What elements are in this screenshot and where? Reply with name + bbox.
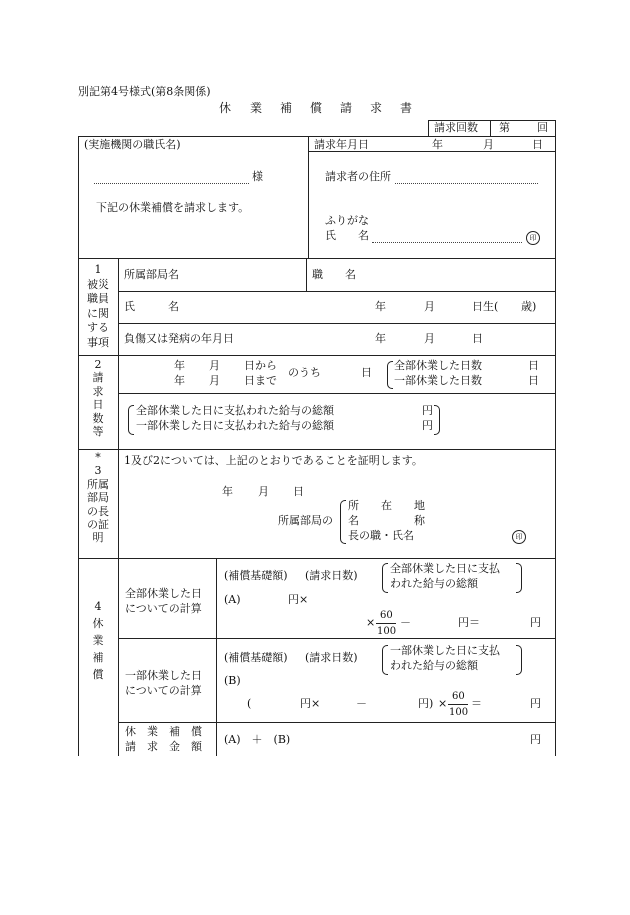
age-suffix: 歳) [521, 300, 537, 313]
full-days-label: 全部休業した日数 [394, 359, 482, 372]
injury-month: 月 [424, 332, 435, 345]
birth-year: 年 [375, 300, 386, 313]
section2-heading: 2 請 求 日 数 等 [92, 358, 104, 439]
injury-year: 年 [375, 332, 386, 345]
to-month: 月 [209, 374, 220, 387]
fraction-denominator: 100 [449, 707, 469, 718]
full-pay-brace-1: 全部休業した日に支払 [390, 562, 500, 575]
institution-name-field[interactable] [94, 183, 249, 184]
seal-mark: 印 [512, 530, 526, 544]
times: × [438, 697, 448, 710]
claim-date-month: 月 [483, 138, 494, 151]
title-char: 休 [219, 101, 232, 115]
seal-mark: 印 [526, 231, 540, 245]
yen-times: 円× [288, 593, 309, 606]
total-label: 休 業 補 償 [125, 725, 202, 738]
period-days: 日 [361, 366, 372, 379]
partial-pay-label: 一部休業した日に支払われた給与の総額 [136, 419, 334, 432]
partial-pay-brace-1: 一部休業した日に支払 [390, 644, 500, 657]
full-calc-label: 全部休業した日 [125, 587, 202, 600]
from-day: 日から [244, 359, 277, 372]
institution-label: (実施機関の職氏名) [84, 138, 181, 151]
yen-eq: 円＝ [458, 616, 480, 629]
section1-heading: 1 被災 職員 に関 する 事項 [87, 263, 109, 349]
among-text: のうち [288, 366, 321, 379]
org-name-label: 名 称 [348, 514, 425, 527]
title-char: 求 [370, 101, 383, 115]
brace [340, 500, 346, 544]
head-title-name-label: 長の職・氏名 [348, 529, 414, 542]
partial-pay-unit: 円 [422, 419, 433, 432]
cert-year: 年 [222, 485, 233, 498]
claim-date-day: 日 [532, 138, 543, 151]
base-amount-label: (補償基礎額) [224, 651, 288, 664]
base-amount-label: (補償基礎額) [224, 569, 288, 582]
title-char: 業 [250, 101, 263, 115]
birth-day: 日生( [472, 300, 499, 313]
certification-text: 1及び2については、上記のとおりであることを証明します。 [124, 454, 423, 467]
claimant-name-label: 氏 名 [325, 229, 369, 242]
days-claimed-label: (請求日数) [305, 569, 358, 582]
partial-pay-brace-2: われた給与の総額 [390, 659, 478, 672]
amount-a-mark: (A) [224, 593, 241, 606]
partial-days-label: 一部休業した日数 [394, 374, 482, 387]
full-pay-brace-2: われた給与の総額 [390, 577, 478, 590]
section3-heading: * 3 所属 部局 の長 の証 明 [87, 451, 109, 545]
location-label: 所 在 地 [348, 499, 425, 512]
to-day: 日まで [244, 374, 277, 387]
claimant-name-field[interactable] [372, 242, 522, 243]
brace [516, 563, 522, 593]
brace [387, 361, 393, 389]
to-year: 年 [174, 374, 185, 387]
claim-date-year: 年 [432, 138, 443, 151]
result-yen: 円 [530, 697, 541, 710]
full-pay-label: 全部休業した日に支払われた給与の総額 [136, 404, 334, 417]
total-yen: 円 [530, 733, 541, 746]
brace [128, 405, 134, 435]
from-month: 月 [209, 359, 220, 372]
title-char: 補 [280, 101, 293, 115]
claim-count-label: 請求回数 [434, 121, 478, 134]
form-id: 別記第4号様式(第8条関係) [78, 85, 211, 98]
full-pay-unit: 円 [422, 404, 433, 417]
cert-month: 月 [258, 485, 269, 498]
yen-times: 円× [300, 697, 321, 710]
claim-date-label: 請求年月日 [314, 138, 369, 151]
address-label: 請求者の住所 [325, 170, 391, 183]
cert-day: 日 [293, 485, 304, 498]
fraction-numerator: 60 [452, 691, 465, 702]
days-claimed-label: (請求日数) [305, 651, 358, 664]
victim-name-label: 氏 名 [124, 300, 179, 313]
title-char: 請 [340, 101, 353, 115]
yen-close: 円) [418, 697, 434, 710]
address-field[interactable] [395, 183, 538, 184]
job-label: 職 名 [312, 268, 356, 281]
dept-label: 所属部局名 [124, 268, 179, 281]
partial-calc-label: 一部休業した日 [125, 669, 202, 682]
brace [434, 405, 440, 435]
dept-head-label: 所属部局の [278, 514, 333, 527]
full-calc-label-2: についての計算 [125, 602, 202, 615]
claim-count-field[interactable] [514, 122, 525, 135]
partial-days-unit: 日 [528, 374, 539, 387]
times: × [366, 616, 376, 629]
result-yen: 円 [530, 616, 541, 629]
partial-calc-label-2: についての計算 [125, 684, 202, 697]
minus: － [356, 697, 367, 710]
claim-count-prefix: 第 [499, 121, 510, 134]
injury-day: 日 [472, 332, 483, 345]
fraction-bar [448, 704, 468, 705]
brace [382, 645, 388, 675]
request-text: 下記の休業補償を請求します。 [96, 201, 250, 214]
open-paren: ( [247, 697, 252, 710]
section4-heading: 4 休 業 補 償 [92, 600, 104, 682]
total-formula: (A) ＋ (B) [224, 733, 291, 746]
equals: ＝ [471, 697, 482, 710]
brace [382, 563, 388, 593]
fraction-bar [376, 623, 396, 624]
furigana-label: ふりがな [325, 214, 369, 227]
fraction-denominator: 100 [377, 626, 397, 637]
claim-count-suffix: 回 [537, 121, 548, 134]
title-char: 書 [400, 101, 413, 115]
fraction-numerator: 60 [380, 610, 393, 621]
honorific: 様 [252, 170, 263, 183]
from-year: 年 [174, 359, 185, 372]
full-days-unit: 日 [528, 359, 539, 372]
minus: － [400, 616, 411, 629]
birth-month: 月 [424, 300, 435, 313]
title-char: 償 [310, 101, 323, 115]
injury-date-label: 負傷又は発病の年月日 [124, 332, 234, 345]
amount-b-mark: (B) [224, 674, 241, 687]
brace [516, 645, 522, 675]
total-label-2: 請 求 金 額 [125, 740, 202, 753]
